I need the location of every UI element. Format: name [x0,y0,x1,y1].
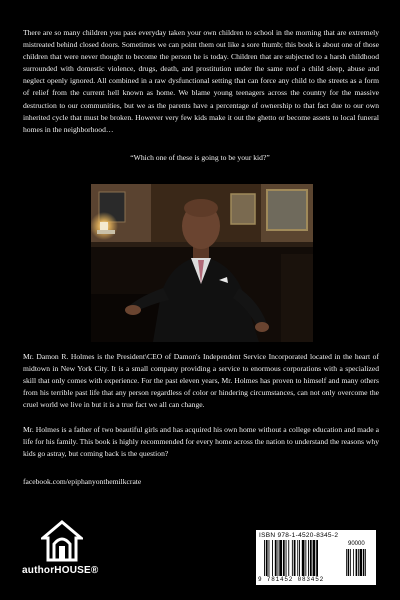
isbn-barcode [256,530,376,585]
about-author-paragraph-2: Mr. Holmes is a father of two beautiful girls and has acquired his own home without a college education and made a life for his family. This book is highly recommended for every home across the nation to understand the reasons why kids go astray, but coming back is the question? [23,425,379,458]
facebook-link[interactable]: facebook.com/epiphanyonthemilkcrate [23,477,142,486]
publisher-logo [22,520,102,580]
ean-number: 9 781452 083452 [258,576,325,583]
publisher-name: authorHOUSE® [22,565,99,576]
about-author-paragraph-1: Mr. Damon R. Holmes is the President\CEO of Damon's Independent Service Incorporated located in the heart of midtown in New York City. It is a small company providing a service to enormous corporations with a specialized skill that only comes with experience. For the past eleven years, Mr. Holmes has proven to himself and many others from his terrible past life that any person regardless of color or hindering circumstances, can not only overcome the cruel world we live in but it is a true fact we all can change. [23,352,379,409]
isbn-number: ISBN 978-1-4520-8345-2 [259,532,339,539]
author-photo [91,184,313,342]
price-code: 90000 [348,541,365,547]
blurb-quote: “Which one of these is going to be your kid?” [130,153,270,162]
book-blurb: There are so many children you pass everyday taken your own children to school in the morning that are extremely mistreated behind closed doors. Sometimes we can point them out like a sore thumb; this book is about one of those children that were never thought to become the person he is today. Children that are subjected to a harsh childhood surrounded with domestic violence, drugs, death, and prostitution under the same roof a child sleep, abuse and neglect openly ignored. All combined in a raw dysfunctional setting that can force any child to the streets as a form of relief from the current hell known as home. We blame young teenagers across the country for the massive destruction to our communities, but we as the parents have a percentage of ownership to that fact due to our own inherited cycle that must be broken. However very few kids make it out the ghetto or become assets to local funeral homes in the neighborhood… [23,28,379,134]
authorhouse-house-icon [41,520,83,562]
author-portrait-illustration [91,184,313,342]
